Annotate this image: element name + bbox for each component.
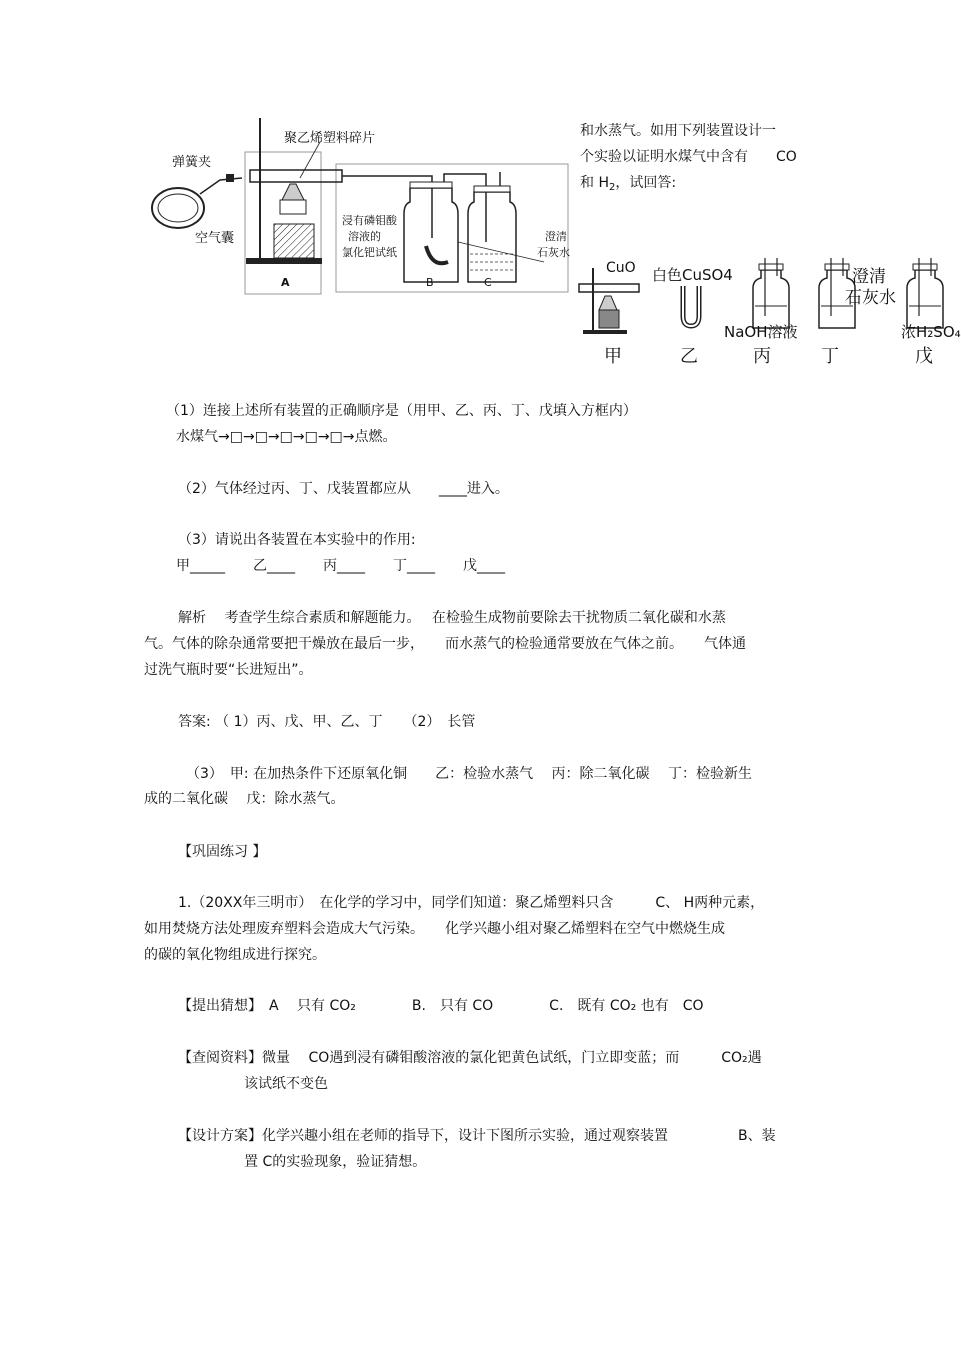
combustion-tube [250, 170, 342, 182]
question-3: （3）请说出各装置在本实验中的作用: [178, 532, 416, 548]
answer-line-2: （3） 甲: 在加热条件下还原氧化铜 乙：检验水蒸气 丙：除二氧化碳 丁：检验新生 [186, 766, 752, 782]
letter-a: A [281, 276, 290, 289]
limewater-right-2: 石灰水 [845, 288, 896, 308]
paper-label-1: 浸有磷钼酸 [342, 214, 397, 227]
practice-1-line-2: 如用焚烧方法处理废弃塑料会造成大气污染。 化学兴趣小组对聚乙烯塑料在空气中燃烧生成 [144, 921, 725, 937]
bottle-c [468, 192, 516, 282]
label-bing: 丙 [753, 346, 771, 367]
frame-box-a [245, 152, 321, 294]
practice-1-line-3: 的碳的氧化物组成进行探究。 [144, 947, 326, 963]
paper-label-3: 氯化钯试纸 [342, 246, 397, 259]
paper-label-2: 溶液的 [348, 230, 381, 243]
question-1: （1）连接上述所有装置的正确顺序是（用甲、乙、丙、丁、戊填入方框内） [166, 403, 637, 419]
reference-line-1: 【查阅资料】微量 CO遇到浸有磷钼酸溶液的氯化钯黄色试纸，门立即变蓝；而 CO₂遇 [178, 1050, 762, 1066]
analysis-line-3: 过洗气瓶时要“长进短出”。 [144, 662, 313, 678]
question-1-answer-line: 水煤气→□→□→□→□→□→点燃。 [176, 429, 397, 445]
label-yi: 乙 [680, 346, 698, 367]
letter-b: B [426, 276, 434, 289]
design-line-2: 置 C的实验现象，验证猜想。 [244, 1154, 427, 1170]
analysis-line-2: 气。气体的除杂通常要把干燥放在最后一步， 而水蒸气的检验通常要放在气体之前。 气体通 [144, 636, 746, 652]
label-ding: 丁 [821, 346, 839, 367]
limewater-label-1: 澄清 [545, 230, 567, 243]
limewater-right-1: 澄清 [852, 267, 886, 287]
label-wu: 戊 [915, 346, 933, 367]
cuo-tube [579, 284, 639, 292]
question-3-blanks: 甲_____ 乙____ 丙____ 丁____ 戊____ [176, 558, 505, 574]
cuo-label: CuO [606, 260, 636, 276]
air-bag-label: 空气囊 [195, 231, 235, 246]
reference-line-2: 该试纸不变色 [244, 1076, 328, 1092]
hypothesis-line: 【提出猜想】 A 只有 CO₂ B. 只有 CO C. 既有 CO₂ 也有 CO [178, 998, 704, 1014]
h2so4-label: 浓H₂SO₄ [901, 323, 961, 341]
answer-line-1: 答案: （ 1）丙、戊、甲、乙、丁 （2） 长管 [178, 714, 476, 730]
naoh-label: NaOH溶液 [724, 323, 798, 341]
question-2: （2）气体经过丙、丁、戊装置都应从 ____进入。 [178, 481, 509, 497]
practice-1-line-1: 1.（20XX年三明市） 在化学的学习中，同学们知道：聚乙烯塑料只含 C、 H两种元素， [178, 895, 765, 911]
practice-title: 【巩固练习 】 [178, 844, 267, 860]
heating-block [274, 224, 314, 258]
letter-c: C [484, 276, 492, 289]
plastic-label: 聚乙烯塑料碎片 [284, 131, 376, 146]
u-tube [683, 286, 699, 326]
bottle-wu [907, 258, 943, 328]
answer-line-3: 成的二氧化碳 戊：除水蒸气。 [144, 791, 345, 807]
limewater-label-2: 石灰水 [537, 246, 570, 259]
intro-line-2: 个实验以证明水煤气中含有 CO [580, 149, 797, 165]
design-line-1: 【设计方案】化学兴趣小组在老师的指导下，设计下图所示实验，通过观察装置 B、装 [178, 1128, 776, 1144]
cuso4-label: 白色CuSO4 [652, 266, 733, 284]
intro-line-1: 和水蒸气。如用下列装置设计一 [580, 123, 776, 139]
analysis-line-1: 解析 考查学生综合素质和解题能力。 在检验生成物前要除去干扰物质二氧化碳和水蒸 [178, 610, 726, 626]
label-jia: 甲 [604, 346, 622, 367]
burner [280, 200, 306, 214]
bottle-bing [753, 258, 789, 328]
intro-line-3: 和 $H_2$，试回答: [580, 175, 677, 193]
bottle-b [404, 188, 458, 282]
clamp [226, 174, 234, 182]
clamp-label: 弹簧夹 [172, 155, 212, 170]
